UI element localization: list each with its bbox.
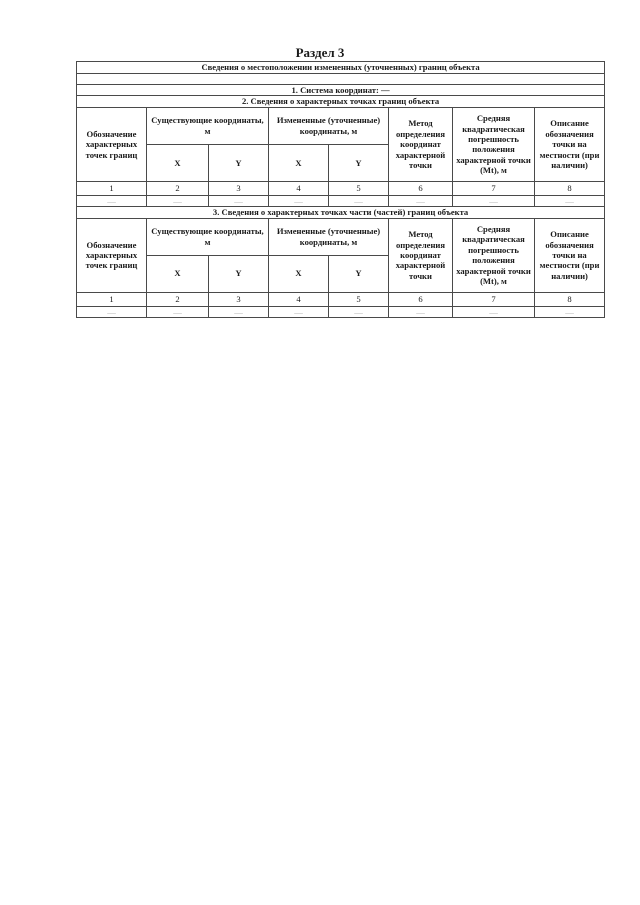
empty-cell: — [453,195,535,206]
column-number: 7 [453,292,535,306]
header-designation: Обозначение характерных точек границ [77,107,147,181]
header-existing-y: Y [209,144,269,181]
header-method: Метод определения координат характерной точки [389,107,453,181]
header-changed-y: Y [329,144,389,181]
empty-cell: — [389,195,453,206]
column-number: 1 [77,292,147,306]
empty-cell: — [147,306,209,317]
header-existing-x: X [147,144,209,181]
column-number: 5 [329,181,389,195]
empty-cell: — [453,306,535,317]
empty-cell: — [389,306,453,317]
empty-cell: — [209,195,269,206]
empty-cell: — [329,195,389,206]
header-description: Описание обозначения точки на местности (при наличии) [535,218,605,292]
header-accuracy: Средняя квадратическая погрешность положения характерной точки (Mt), м [453,218,535,292]
empty-cell: — [535,306,605,317]
empty-cell: — [209,306,269,317]
blank-row [77,74,605,85]
header-changed-y: Y [329,255,389,292]
header-existing-coords: Существующие координаты, м [147,107,269,144]
column-number: 3 [209,292,269,306]
header-changed-coords: Измененные (уточненные) координаты, м [269,218,389,255]
empty-cell: — [535,195,605,206]
empty-cell: — [77,306,147,317]
header-method: Метод определения координат характерной точки [389,218,453,292]
column-number: 2 [147,181,209,195]
boundary-table [76,61,605,318]
empty-cell: — [77,195,147,206]
header-description: Описание обозначения точки на местности (при наличии) [535,107,605,181]
column-number: 6 [389,181,453,195]
header-existing-x: X [147,255,209,292]
header-accuracy: Средняя квадратическая погрешность положения характерной точки (Mt), м [453,107,535,181]
column-number: 4 [269,181,329,195]
section-title: Раздел 3 [295,45,345,60]
block1-title: 2. Сведения о характерных точках границ объекта [77,96,605,107]
column-number: 6 [389,292,453,306]
header-changed-x: X [269,255,329,292]
header-changed-x: X [269,144,329,181]
header-existing-coords: Существующие координаты, м [147,218,269,255]
table-caption: Сведения о местоположении измененных (уточненных) границ объекта [77,62,605,74]
column-number: 8 [535,181,605,195]
coordinate-system: 1. Система координат: — [77,85,605,96]
column-number: 5 [329,292,389,306]
column-number: 2 [147,292,209,306]
column-number: 4 [269,292,329,306]
header-designation: Обозначение характерных точек границ [77,218,147,292]
block2-title: 3. Сведения о характерных точках части (частей) границ объекта [77,207,605,218]
column-number: 3 [209,181,269,195]
empty-cell: — [269,195,329,206]
empty-cell: — [269,306,329,317]
empty-cell: — [147,195,209,206]
header-existing-y: Y [209,255,269,292]
column-number: 8 [535,292,605,306]
header-changed-coords: Измененные (уточненные) координаты, м [269,107,389,144]
column-number: 1 [77,181,147,195]
column-number: 7 [453,181,535,195]
empty-cell: — [329,306,389,317]
